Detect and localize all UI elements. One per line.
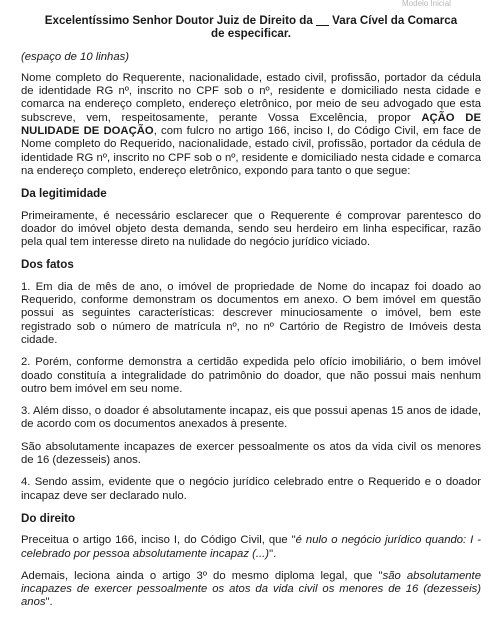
quote-art-3: são absolutamente incapazes de exercer pessoalmente os atos da vida civil os menores de 16 (dezesseis) anos: [21, 569, 481, 609]
fatos-paragraph-5: 4. Sendo assim, evidente que o negócio jurídico celebrado entre o Requerido e o doador incapaz deve ser declarado nulo.: [21, 476, 481, 502]
direito-paragraph-1: Preceitua o artigo 166, inciso I, do Código Civil, que "é nulo o negócio jurídico quando: I - celebrado por pessoa absolutamente incapaz (...)".: [21, 534, 482, 560]
heading-fatos: Dos fatos: [21, 258, 74, 272]
quote-art-166: é nulo o negócio jurídico quando: I - celebrado por pessoa absolutamente incapaz (...): [21, 534, 482, 560]
action-name: AÇÃO DE NULIDADE DE DOAÇÃO: [21, 111, 482, 138]
fatos-paragraph-2: 2. Porém, conforme demonstra a certidão expedida pelo ofício imobiliário, o bem imóvel doado constituía a integralidade do patrimônio do doador, que não possui mais nenhum outro bem imóvel em seu nome.: [21, 356, 481, 395]
fatos-paragraph-3: 3. Além disso, o doador é absolutamente incapaz, eis que possui apenas 15 anos de idade, de acordo com os documentos anexados à presente.: [21, 405, 481, 431]
corner-tag: Modelo Inicial: [402, 0, 451, 8]
title-line-1: Excelentíssimo Senhor Doutor Juiz de Direito da __ Vara Cível da Comarca: [44, 14, 458, 27]
document-title: [21, 14, 481, 41]
document-body: [21, 14, 481, 619]
title-line-2: de especificar.: [211, 27, 291, 41]
spacing-note: (espaço de 10 linhas): [21, 50, 130, 63]
heading-legitimidade: Da legitimidade: [21, 187, 107, 201]
direito-paragraph-2: Ademais, leciona ainda o artigo 3º do mesmo diploma legal, que "são absolutamente incapazes de exercer pessoalmente os atos da vida civil os menores de 16 (dezesseis) anos".: [21, 569, 481, 609]
intro-paragraph: Nome completo do Requerente, nacionalidade, estado civil, profissão, portador da cédula de identidade RG nº, inscrito no CPF sob o nº, residente e domiciliado nesta cidade e comarca na endereço completo, endereço eletrônico, por meio de seu advogado que esta subscreve, vem, respeitosamente, perante Vossa Excelência, propor AÇÃO DE NULIDADE DE DOAÇÃO, com fulcro no artigo 166, inciso I, do Código Civil, em face de Nome completo do Requerido, nacionalidade, estado civil, profissão, portador da cédula de identidade RG nº, inscrito no CPF sob o nº, residente e domiciliado nesta cidade e comarca na endereço completo, endereço eletrônico, expondo para tanto o que segue:: [21, 71, 482, 177]
title-blank: __: [316, 14, 329, 27]
legitimidade-paragraph: Primeiramente, é necessário esclarecer que o Requerente é comprovar parentesco do doador do imóvel objeto desta demanda, sendo seu herdeiro em linha especificar, razão pela qual tem interesse direto na nulidade do negócio jurídico viciado.: [21, 209, 481, 249]
fatos-paragraph-1: 1. Em dia de mês de ano, o imóvel de propriedade de Nome do incapaz foi doado ao Requerido, conforme demonstram os documentos em anexo. O bem imóvel em questão possui as seguintes características: descrever minuciosamente o imóvel, bem este registrado sob o número de matrícula nº, no nº Cartório de Registro de Imóveis desta cidade.: [21, 280, 481, 346]
fatos-paragraph-4: São absolutamente incapazes de exercer pessoalmente os atos da vida civil os menores de 16 (dezesseis) anos.: [21, 440, 481, 467]
heading-direito: Do direito: [21, 511, 76, 525]
